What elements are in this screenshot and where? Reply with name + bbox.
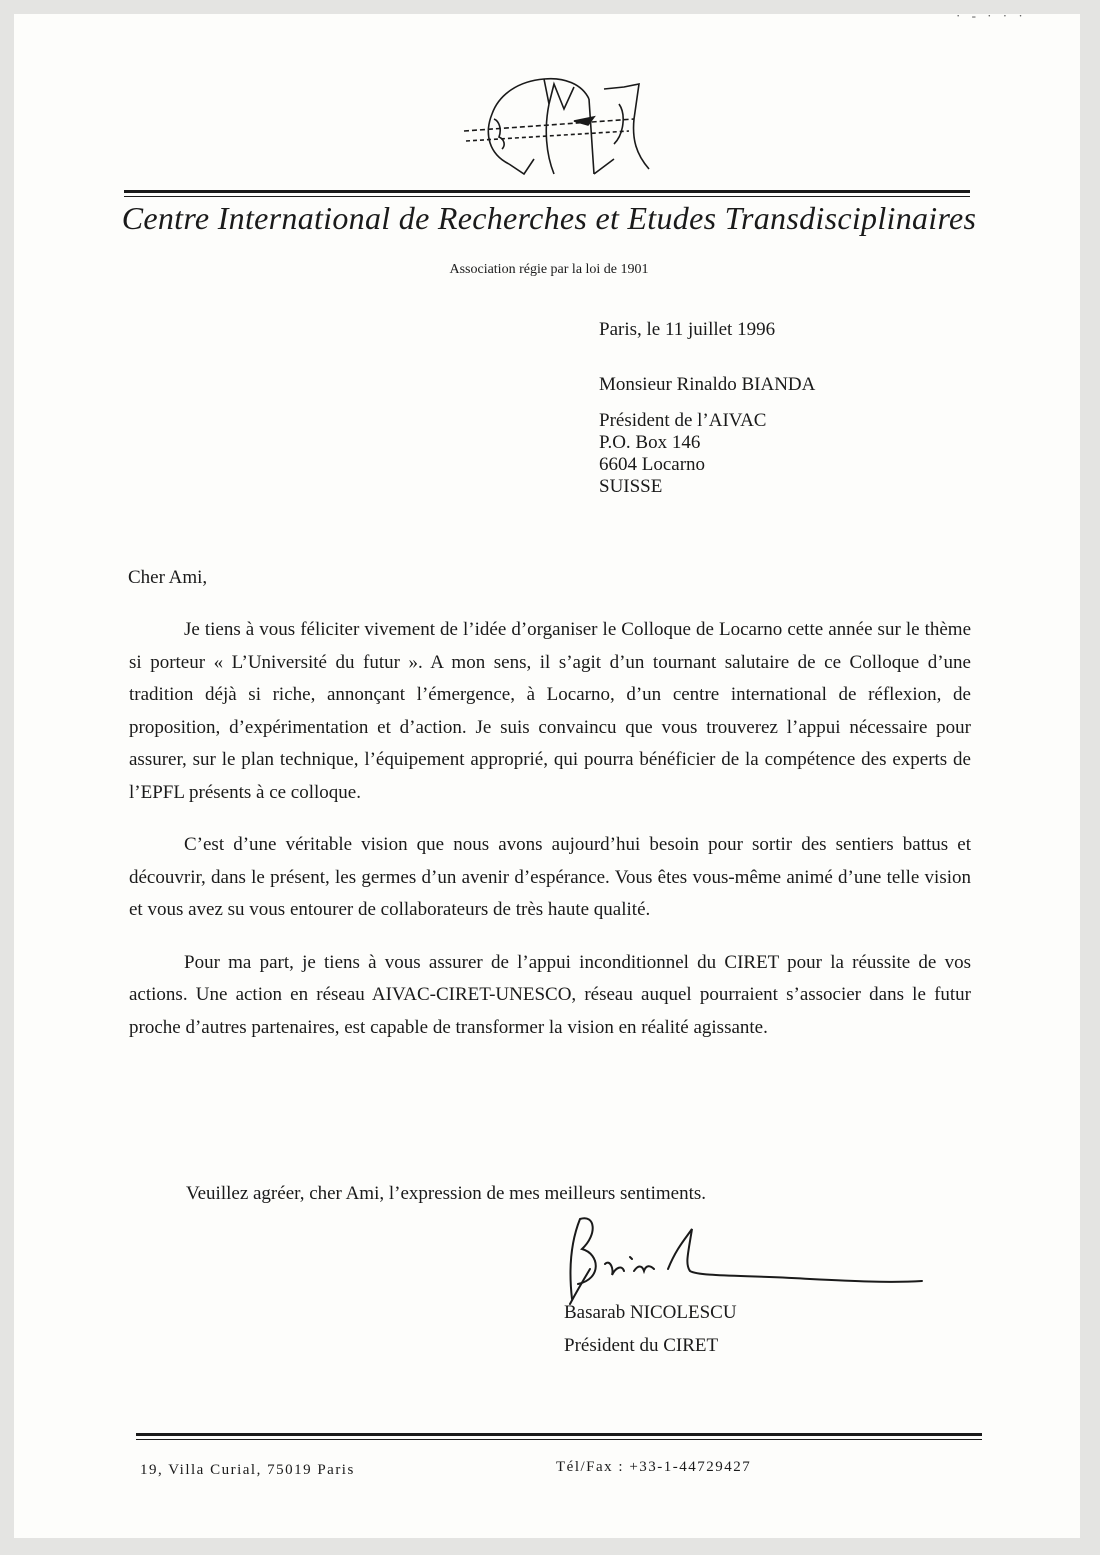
body-paragraph: Pour ma part, je tiens à vous assurer de l’appui inconditionnel du CIRET pour la réussite de vos actions. Une action en réseau AIVAC-CIRET-UNESCO, réseau auquel pourraient s’associer dans le futur proche d’autres partenaires, est capable de transformer la vision en réalité agissante. [129, 951, 971, 1038]
recipient-line: Président de l’AIVAC [599, 410, 767, 431]
recipient-name: Monsieur Rinaldo BIANDA [599, 374, 816, 395]
recipient-line: 6604 Locarno [599, 454, 706, 475]
footer-rule [136, 1433, 982, 1440]
recipient-line: P.O. Box 146 [599, 432, 701, 453]
organization-subtitle: Association régie par la loi de 1901 [449, 262, 649, 277]
closing-line: Veuillez agréer, cher Ami, l’expression de mes meilleurs sentiments. [186, 1183, 706, 1204]
organization-name: Centre International de Recherches et Etudes Transdisciplinaires [121, 200, 977, 236]
corner-scan-mark: · - · · · [956, 8, 1027, 23]
recipient-block [599, 374, 815, 498]
salutation: Cher Ami, [128, 567, 208, 588]
letter-page [14, 8, 1080, 1538]
body-paragraph: C’est d’une véritable vision que nous avons aujourd’hui besoin pour sortir des sentiers battus et découvrir, dans le présent, les germes d’un avenir d’espérance. Vous êtes vous-même animé d’une telle vision et vous avez su vous entourer de collaborateurs de très haute qualité. [129, 834, 971, 920]
footer-telfax: Tél/Fax : +33-1-44729427 [556, 1459, 752, 1475]
header-rule [124, 190, 970, 197]
signer-name: Basarab NICOLESCU [564, 1302, 737, 1323]
letter-body [129, 614, 971, 1064]
signer-block [564, 1296, 737, 1362]
signer-title: Président du CIRET [564, 1335, 719, 1356]
dateline: Paris, le 11 juillet 1996 [599, 319, 776, 340]
ciret-logo [454, 59, 664, 184]
footer-address: 19, Villa Curial, 75019 Paris [140, 1462, 355, 1478]
body-paragraph: Je tiens à vous féliciter vivement de l’idée d’organiser le Colloque de Locarno cette année sur le thème si porteur « L’Université du futur ». A mon sens, il s’agit d’un tournant salutaire de ce Colloque d’une tradition déjà si riche, annonçant l’émergence, à Locarno, d’un centre international de réflexion, de proposition, d’expérimentation et d’action. Je suis convaincu que vous trouverez l’appui nécessaire pour assurer, sur le plan technique, l’équipement approprié, qui pourra bénéficier de la compétence des experts de l’EPFL présents à ce colloque. [129, 619, 971, 803]
recipient-line: SUISSE [599, 476, 663, 497]
